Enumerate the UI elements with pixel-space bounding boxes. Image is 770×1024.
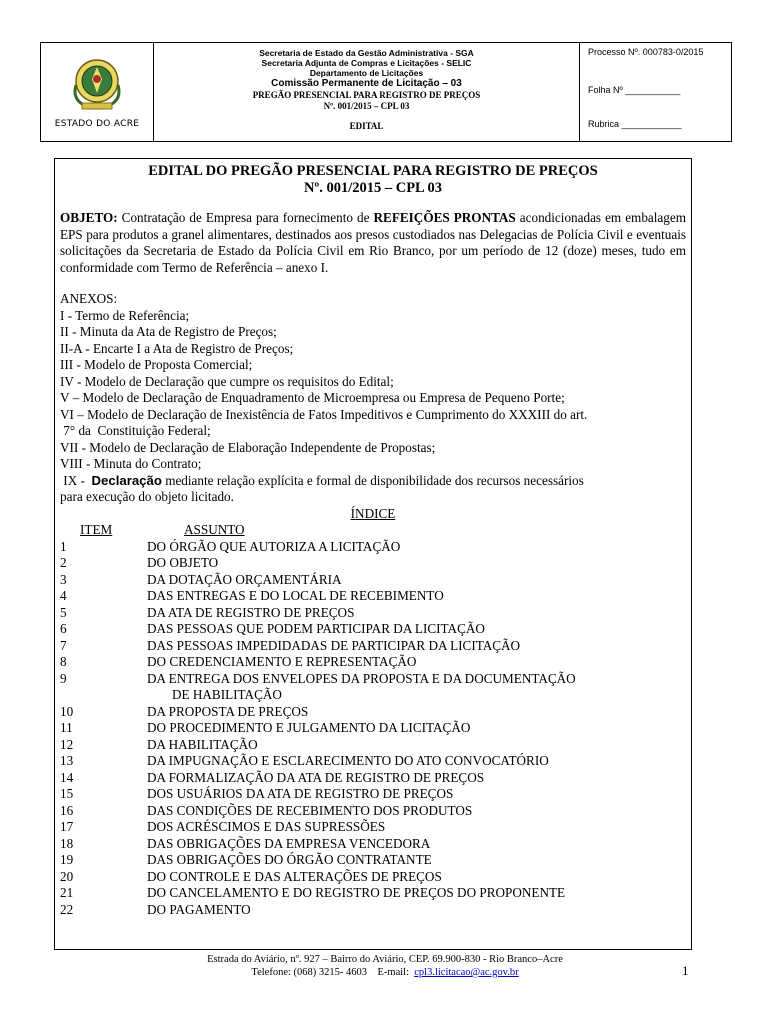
- indice-item-number: 22: [60, 901, 74, 917]
- indice-item-number: 9: [60, 670, 67, 686]
- anexo-item: V – Modelo de Declaração de Enquadramento de Microempresa ou Empresa de Pequeno Porte;: [60, 390, 565, 405]
- indice-item-subject: DAS OBRIGAÇÕES DA EMPRESA VENCEDORA: [147, 835, 431, 851]
- anexo-item: III - Modelo de Proposta Comercial;: [60, 357, 253, 372]
- footer-email-link[interactable]: cpl3.licitacao@ac.gov.br: [414, 967, 519, 978]
- indice-item-subject: DO CONTROLE E DAS ALTERAÇÕES DE PREÇOS: [147, 868, 442, 884]
- indice-row: [60, 852, 686, 869]
- state-label: ESTADO DO ACRE: [54, 119, 140, 129]
- anexo-item: I - Termo de Referência;: [60, 307, 190, 323]
- anexo-ix-prefix: IX -: [60, 472, 92, 488]
- indice-item-subject: DA DOTAÇÃO ORÇAMENTÁRIA: [147, 571, 342, 587]
- anexo-ix-line2: para execução do objeto licitado.: [60, 489, 234, 504]
- indice-row: [60, 555, 686, 572]
- indice-item-subject: DAS PESSOAS IMPEDIDADAS DE PARTICIPAR DA LICITAÇÃO: [147, 637, 521, 653]
- indice-item-number: 7: [60, 637, 67, 653]
- indice-item-subject: DAS OBRIGAÇÕES DO ÓRGÃO CONTRATANTE: [147, 852, 432, 867]
- anexo-item-ix: [60, 473, 686, 490]
- indice-row: [60, 737, 686, 754]
- indice-item-number: 14: [60, 769, 74, 785]
- anexo-item: II - Minuta da Ata de Registro de Preços;: [60, 324, 277, 339]
- indice-row: [60, 588, 686, 605]
- col-assunto-header: ASSUNTO: [184, 522, 245, 537]
- indice-item-number: 4: [60, 588, 67, 603]
- indice-row: [60, 803, 686, 820]
- indice-row: [60, 654, 686, 671]
- indice-item-subject: DO CANCELAMENTO E DO REGISTRO DE PREÇOS DO PROPONENTE: [147, 885, 566, 900]
- indice-row: [60, 605, 686, 622]
- header-agency-block: [154, 43, 580, 141]
- indice-item-subject: DA ATA DE REGISTRO DE PREÇOS: [147, 604, 355, 620]
- indice-item-number: 1: [60, 538, 67, 554]
- indice-item-subject: DAS ENTREGAS E DO LOCAL DE RECEBIMENTO: [147, 588, 444, 603]
- indice-row: [60, 720, 686, 737]
- header-logo-cell: [41, 43, 154, 141]
- indice-row: [60, 819, 686, 836]
- indice-item-number: 16: [60, 802, 74, 818]
- indice-item-subject: DOS USUÁRIOS DA ATA DE REGISTRO DE PREÇOS: [147, 786, 454, 801]
- header-line-numero: Nº. 001/2015 – CPL 03: [323, 101, 410, 111]
- indice-item-subject: DA ENTREGA DOS ENVELOPES DA PROPOSTA E DA DOCUMENTAÇÃO: [147, 670, 576, 686]
- page-footer: [0, 953, 770, 979]
- indice-row: [60, 836, 686, 853]
- footer-contact: [0, 966, 770, 979]
- page-number: 1: [682, 963, 689, 978]
- indice-item-subject: DO CREDENCIAMENTO E REPRESENTAÇÃO: [147, 654, 417, 669]
- indice-item-number: 17: [60, 819, 74, 834]
- indice-item-number: 10: [60, 703, 74, 719]
- indice-row: [60, 786, 686, 803]
- objeto-bold: REFEIÇÕES PRONTAS: [373, 210, 516, 225]
- indice-item-subject: DO ÓRGÃO QUE AUTORIZA A LICITAÇÃO: [147, 538, 401, 554]
- indice-item-subject: DA PROPOSTA DE PREÇOS: [147, 703, 309, 719]
- indice-item-subject: DA FORMALIZAÇÃO DA ATA DE REGISTRO DE PREÇOS: [147, 769, 485, 785]
- indice-item-subject: DO PROCEDIMENTO E JULGAMENTO DA LICITAÇÃO: [147, 720, 471, 735]
- objeto-label: OBJETO:: [60, 210, 118, 225]
- header-line-sga: Secretaria de Estado da Gestão Administrativa - SGA: [259, 48, 474, 58]
- title-line-2: Nº. 001/2015 – CPL 03: [303, 180, 443, 196]
- indice-item-subject: DA IMPUGNAÇÃO E ESCLARECIMENTO DO ATO CONVOCATÓRIO: [147, 753, 549, 768]
- footer-phone: Telefone: (068) 3215- 4603 E-mail:: [251, 967, 415, 978]
- indice-heading: ÍNDICE: [350, 505, 396, 521]
- header-line-edital: EDITAL: [349, 121, 384, 131]
- anexo-item: VII - Modelo de Declaração de Elaboração Independente de Propostas;: [60, 439, 436, 455]
- header-line-comissao: Comissão Permanente de Licitação – 03: [271, 78, 462, 89]
- col-item-header: ITEM: [80, 522, 113, 537]
- indice-item-number: 21: [60, 885, 74, 900]
- anexo-ix-line1: mediante relação explícita e formal de disponibilidade dos recursos necessários: [161, 472, 584, 488]
- document-body: [60, 163, 686, 918]
- rubrica-field: Rubrica ____________: [588, 119, 682, 129]
- indice-row: [60, 671, 686, 704]
- indice-row: [60, 869, 686, 886]
- anexo-ix-bold: Declaração: [91, 472, 162, 488]
- indice-item-number: 20: [60, 868, 74, 884]
- header-line-pregao: PREGÃO PRESENCIAL PARA REGISTRO DE PREÇOS: [252, 90, 481, 100]
- anexos-list: [60, 291, 686, 506]
- indice-item-number: 8: [60, 654, 67, 669]
- footer-address: Estrada do Aviário, nº. 927 – Bairro do Aviário, CEP. 69.900-830 - Rio Branco–Acre: [207, 954, 563, 965]
- indice-item-subject: DO OBJETO: [147, 555, 219, 570]
- indice-item-number: 6: [60, 621, 67, 636]
- indice-table: [60, 539, 686, 919]
- indice-item-number: 11: [60, 720, 73, 735]
- coat-of-arms-icon: [70, 55, 124, 115]
- indice-item-number: 18: [60, 835, 74, 851]
- header-line-departamento: Departamento de Licitações: [309, 68, 424, 78]
- indice-row: [60, 539, 686, 556]
- anexo-item: 7° da Constituição Federal;: [60, 423, 211, 438]
- indice-row: [60, 638, 686, 655]
- anexo-item: II-A - Encarte I a Ata de Registro de Preços;: [60, 340, 294, 356]
- indice-row: [60, 704, 686, 721]
- objeto-paragraph: [60, 210, 686, 276]
- indice-column-headers: [60, 522, 686, 539]
- processo-number: Processo Nº. 000783-0/2015: [588, 47, 704, 57]
- indice-item-number: 13: [60, 753, 74, 768]
- indice-item-number: 19: [60, 852, 74, 867]
- document-title: [60, 163, 686, 197]
- title-line-1: EDITAL DO PREGÃO PRESENCIAL PARA REGISTRO DE PREÇOS: [148, 163, 598, 179]
- indice-row: [60, 885, 686, 902]
- indice-row: [60, 753, 686, 770]
- indice-row: [60, 572, 686, 589]
- indice-row: [60, 621, 686, 638]
- folha-field: Folha Nº ___________: [588, 85, 681, 95]
- indice-item-subject: DO PAGAMENTO: [147, 901, 251, 917]
- indice-row: [60, 770, 686, 787]
- header-process-block: [580, 43, 731, 141]
- anexo-item: IV - Modelo de Declaração que cumpre os requisitos do Edital;: [60, 373, 394, 389]
- indice-item-subject: DAS CONDIÇÕES DE RECEBIMENTO DOS PRODUTOS: [147, 802, 473, 818]
- indice-item-subject: DA HABILITAÇÃO: [147, 736, 258, 752]
- indice-row: [60, 902, 686, 919]
- indice-item-subject: DAS PESSOAS QUE PODEM PARTICIPAR DA LICITAÇÃO: [147, 621, 485, 636]
- document-header: [40, 42, 732, 142]
- indice-item-number: 15: [60, 786, 74, 801]
- anexo-item: VI – Modelo de Declaração de Inexistência de Fatos Impeditivos e Cumprimento do XXXIII do art.: [60, 406, 588, 422]
- anexo-item: VIII - Minuta do Contrato;: [60, 456, 202, 471]
- indice-item-number: 2: [60, 555, 67, 570]
- objeto-text-2: acondicionadas em embalagem EPS para produtos a granel alimentares, destinados aos presos custodiados nas Delegacias de Polícia Civil e eventuais solicitações da Secretaria de Estado da Polícia Civil em Rio Branco, por um período de 12 (doze) meses, tudo em conformidade com Termo de Referência – anexo I.: [60, 210, 686, 275]
- indice-item-subject-continued: DE HABILITAÇÃO: [172, 687, 282, 702]
- indice-item-number: 5: [60, 604, 67, 620]
- indice-item-number: 3: [60, 571, 67, 587]
- indice-item-subject: DOS ACRÉSCIMOS E DAS SUPRESSÕES: [147, 819, 386, 834]
- anexos-heading: ANEXOS:: [60, 291, 118, 306]
- header-line-selic: Secretaria Adjunta de Compras e Licitações - SELIC: [261, 58, 472, 68]
- indice-item-number: 12: [60, 736, 74, 752]
- objeto-text-1: Contratação de Empresa para fornecimento de: [117, 210, 374, 225]
